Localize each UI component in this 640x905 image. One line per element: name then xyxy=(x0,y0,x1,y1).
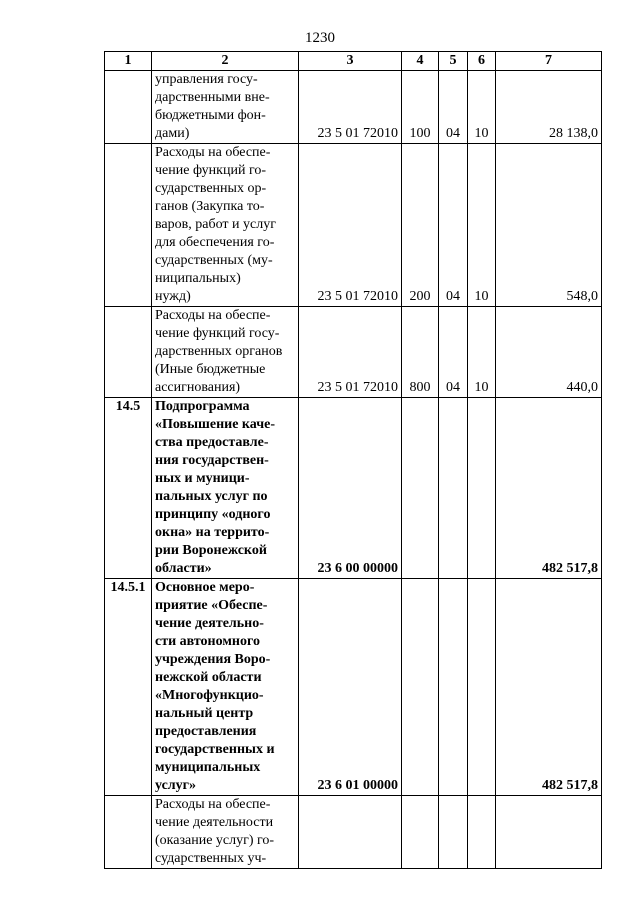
header-cell: 5 xyxy=(439,52,468,71)
row-number xyxy=(105,71,152,144)
row-code xyxy=(299,796,402,869)
row-code: 23 5 01 72010 xyxy=(299,307,402,398)
row-amount: 482 517,8 xyxy=(496,398,602,579)
row-col4 xyxy=(402,398,439,579)
row-col6: 10 xyxy=(468,144,496,307)
row-col5 xyxy=(439,398,468,579)
row-code: 23 5 01 72010 xyxy=(299,71,402,144)
header-row xyxy=(105,52,602,71)
row-col4 xyxy=(402,796,439,869)
table-row xyxy=(105,398,602,579)
row-name: Подпрограмма «Повышение каче- ства предоставле- ния государствен- ных и муници- пальных услуг по принципу «одного окна» на террито- рии Воронежской области» xyxy=(152,398,299,579)
row-amount: 28 138,0 xyxy=(496,71,602,144)
table-row xyxy=(105,796,602,869)
row-name: Расходы на обеспе- чение функций го- сударственных ор- ганов (Закупка то- варов, работ и услуг для обеспечения го- сударственных (му- ниципальных) нужд) xyxy=(152,144,299,307)
row-amount: 548,0 xyxy=(496,144,602,307)
table-row xyxy=(105,307,602,398)
header-cell: 2 xyxy=(152,52,299,71)
budget-table xyxy=(104,51,602,869)
row-number xyxy=(105,796,152,869)
row-col6 xyxy=(468,398,496,579)
row-col6 xyxy=(468,796,496,869)
table-row xyxy=(105,71,602,144)
row-name: Расходы на обеспе- чение деятельности (оказание услуг) го- сударственных уч- xyxy=(152,796,299,869)
row-code: 23 6 01 00000 xyxy=(299,579,402,796)
row-number: 14.5 xyxy=(105,398,152,579)
row-name: управления госу- дарственными вне- бюджетными фон- дами) xyxy=(152,71,299,144)
header-cell: 7 xyxy=(496,52,602,71)
row-name: Основное меро- приятие «Обеспе- чение деятельно- сти автономного учреждения Воро- нежской области «Многофункцио- нальный центр предоставления государственных и муниципальных услуг» xyxy=(152,579,299,796)
row-col4: 200 xyxy=(402,144,439,307)
row-col4: 100 xyxy=(402,71,439,144)
row-amount xyxy=(496,796,602,869)
table-row xyxy=(105,579,602,796)
row-col5 xyxy=(439,579,468,796)
row-col4 xyxy=(402,579,439,796)
row-col5 xyxy=(439,796,468,869)
row-amount: 482 517,8 xyxy=(496,579,602,796)
row-name: Расходы на обеспе- чение функций госу- дарственных органов (Иные бюджетные ассигнования) xyxy=(152,307,299,398)
row-col5: 04 xyxy=(439,144,468,307)
row-amount: 440,0 xyxy=(496,307,602,398)
row-code: 23 5 01 72010 xyxy=(299,144,402,307)
page-number: 1230 xyxy=(305,30,335,46)
row-code: 23 6 00 00000 xyxy=(299,398,402,579)
row-number: 14.5.1 xyxy=(105,579,152,796)
row-col6: 10 xyxy=(468,71,496,144)
row-number xyxy=(105,307,152,398)
header-cell: 6 xyxy=(468,52,496,71)
table-row xyxy=(105,144,602,307)
header-cell: 4 xyxy=(402,52,439,71)
row-col5: 04 xyxy=(439,71,468,144)
header-cell: 3 xyxy=(299,52,402,71)
row-col6 xyxy=(468,579,496,796)
header-cell: 1 xyxy=(105,52,152,71)
row-col4: 800 xyxy=(402,307,439,398)
row-col6: 10 xyxy=(468,307,496,398)
row-col5: 04 xyxy=(439,307,468,398)
row-number xyxy=(105,144,152,307)
